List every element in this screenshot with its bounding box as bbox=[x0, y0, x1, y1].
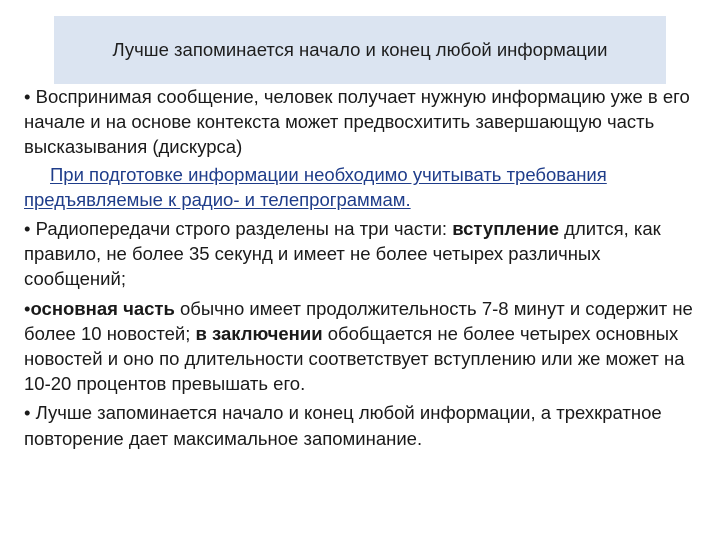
main-text: обычно имеет продолжительность 7-8 минут и содержит не более 10 новостей; bbox=[24, 297, 693, 344]
intro-bold: вступление bbox=[452, 218, 560, 240]
slide-body bbox=[24, 84, 704, 453]
paragraph-context: • Воспринимая сообщение, человек получает нужную информацию уже в его начале и на основе контекста может предвосхитить завершающую часть высказывания (дискурса) bbox=[24, 86, 690, 158]
paragraph-summary: • Лучше запоминается начало и конец любой информации, а трехкратное повторение дает максимальное запоминание. bbox=[24, 402, 662, 449]
intro-text: • Радиопередачи строго разделены на три части: bbox=[24, 218, 453, 240]
conclusion-text: обобщается не более четырех основных новостей и оно по длительности соответствует вступлению или же может на 10-20 процентов превышать его. bbox=[24, 322, 685, 395]
paragraph-main-part bbox=[24, 296, 704, 397]
title-box bbox=[54, 16, 666, 84]
conclusion-bold: в заключении bbox=[195, 322, 323, 344]
main-bullet: • bbox=[24, 297, 31, 319]
requirements-link[interactable]: При подготовке информации необходимо учитывать требования предъявляемые к радио- и телепрограммам. bbox=[24, 163, 607, 210]
paragraph-intro-part bbox=[24, 216, 704, 292]
intro-text-end: длится, как правило, не более 35 секунд и имеет не более четырех различных сообщений; bbox=[24, 218, 661, 290]
slide-title: Лучше запоминается начало и конец любой информации bbox=[112, 39, 608, 60]
main-bold: основная часть bbox=[30, 297, 175, 319]
